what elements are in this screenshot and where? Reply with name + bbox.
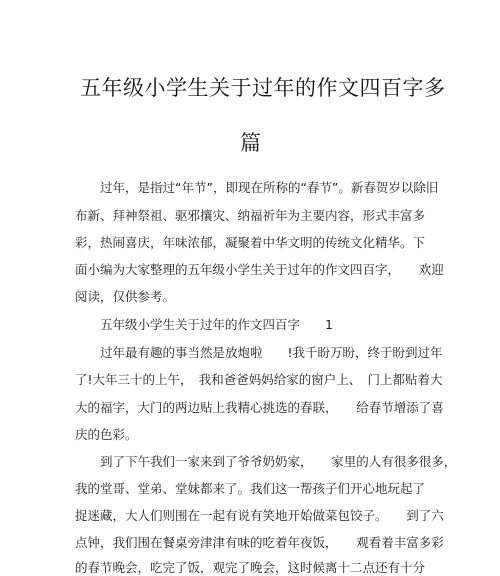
- essay-line: 大的福字，大门的两边贴上我精心挑选的春联， 给春节增添了喜: [75, 400, 444, 415]
- essay-line: 点钟，我们围在餐桌旁津津有味的吃着年夜饭， 观看着丰富多彩: [75, 535, 444, 550]
- essay-line: 过年最有趣的事当然是放炮啦 !我千盼万盼，终于盼到过年: [100, 345, 443, 360]
- essay-line: 的春节晚会，吃完了饭，观完了晚会，这时候离十二点还有十分: [75, 560, 426, 575]
- essay-line: 了!大年三十的上午， 我和爸爸妈妈给家的窗户上、 门上都贴着大: [75, 372, 443, 387]
- intro-line: 阅读，仅供参考。: [75, 289, 176, 304]
- essay-line: 捉迷藏，大人们则围在一起有说有笑地开始做菜包饺子。 到了六: [75, 508, 444, 523]
- intro-line: 布新、拜神祭祖、驱邪攘灾、纳福祈年为主要内容，形式丰富多: [75, 208, 426, 223]
- essay-line: 我的堂哥、堂弟、堂妹都来了。我们这一帮孩子们开心地玩起了: [75, 481, 426, 496]
- document-title-line-1: 五年级小学生关于过年的作文四百字多: [80, 76, 446, 100]
- intro-line: 面小编为大家整理的五年级小学生关于过年的作文四百字， 欢迎: [75, 262, 444, 277]
- intro-line: 彩，热闹喜庆，年味浓郁，凝聚着中华文明的传统文化精华。下: [75, 235, 426, 250]
- section-heading: 五年级小学生关于过年的作文四百字 1: [100, 317, 333, 332]
- intro-line: 过年，是指过“年节”，即现在所称的“春节”。新春贺岁以除旧: [100, 180, 439, 195]
- essay-line: 到了下午我们一家来到了爷爷奶奶家， 家里的人有很多很多，: [100, 454, 457, 469]
- document-title-line-2: 篇: [240, 131, 262, 155]
- essay-line: 庆的色彩。: [75, 427, 138, 442]
